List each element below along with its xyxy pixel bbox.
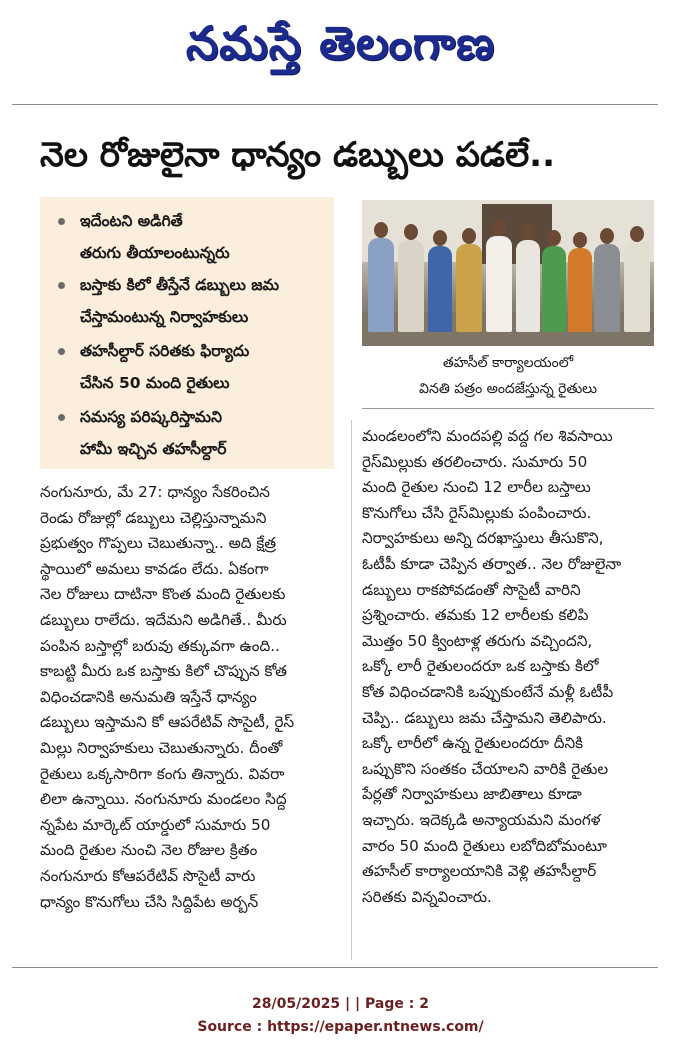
footer-source[interactable]: Source : https://epaper.ntnews.com/ — [197, 1019, 484, 1035]
highlight-item — [58, 269, 330, 333]
photo-person — [456, 244, 482, 332]
body-line: తహసీల్ కార్యాలయానికి వెళ్లి తహసీల్దార్ — [362, 862, 597, 881]
highlight-line: హామీ ఇచ్చిన తహసీల్దార్ — [80, 440, 227, 458]
photo-person-head — [521, 224, 535, 240]
bottom-divider — [12, 967, 658, 968]
body-line: ప్రభుత్వం గొప్పలు చెబుతున్నా.. అది క్షేత్ర — [40, 534, 277, 553]
body-line: మొత్తం 50 క్వింటాళ్ల తరుగు వచ్చిందని, — [362, 631, 593, 650]
photo-person — [368, 238, 394, 332]
body-line: నిర్వాహకులు అన్ని దరఖాస్తులు తీసుకొని, — [362, 529, 604, 548]
body-line: కోత విధించడానికి ఒప్పుకుంటేనే మళ్లీ ఓటీపీ — [362, 682, 614, 701]
body-line: మంది రైతుల నుంచి 12 లారీల బస్తాలు — [362, 478, 591, 497]
body-line: ఒప్పుకొని సంతకం చేయాలని వారికి రైతుల — [362, 759, 609, 778]
article-body-left — [40, 480, 342, 915]
highlight-line: ఇదేంటని అడిగితే — [80, 212, 183, 230]
article-body-right — [362, 424, 654, 910]
caption-line: వినతి పత్రం అందజేస్తున్న రైతులు — [419, 381, 597, 397]
highlight-item — [58, 335, 330, 399]
newspaper-masthead: నమస్తే తెలంగాణ — [185, 16, 496, 70]
photo-person — [428, 246, 452, 332]
photo-person — [568, 248, 592, 332]
body-line: రైస్‌మిల్లుకు తరలించారు. సుమారు 50 — [362, 452, 588, 471]
body-line: ఒక్కో లారీ రైతులందరూ ఒక బస్తాకు కిలో — [362, 657, 599, 676]
highlight-line: తరుగు తీయాలంటున్నరు — [80, 244, 230, 262]
highlights-box — [40, 197, 334, 469]
body-line: రెండు రోజుల్లో డబ్బులు చెల్లిస్తున్నామని — [40, 508, 267, 527]
photo-person — [624, 242, 650, 332]
body-line: మంది రైతుల నుంచి నెల రోజుల క్రితం — [40, 841, 258, 860]
bullet-icon — [58, 218, 65, 225]
body-line: ఓటీపీ కూడా చెప్పిన తర్వాత.. నెల రోజులైనా — [362, 554, 622, 573]
body-line: ఒక్కో లారీలో ఉన్న రైతులందరూ దీనికి — [362, 734, 584, 753]
highlight-line: బస్తాకు కిలో తీస్తేనే డబ్బులు జమ — [80, 276, 279, 294]
highlight-line: చేస్తామంటున్న నిర్వాహకులు — [80, 308, 249, 326]
body-line: డబ్బులు రాకపోవడంతో సొసైటీ వారిని — [362, 580, 581, 599]
photo-person-head — [374, 222, 388, 238]
photo-person-head — [433, 230, 447, 246]
photo-person-head — [404, 224, 418, 240]
footer-date-page: 28/05/2025 | | Page : 2 — [252, 996, 429, 1012]
highlight-line: తహసీల్దార్ సరితకు ఫిర్యాదు — [80, 342, 250, 360]
bullet-icon — [58, 414, 65, 421]
photo-person-head — [462, 228, 476, 244]
body-line: ప్రశ్నించారు. తమకు 12 లారీలకు కలిపి — [362, 606, 589, 625]
body-line: వారం 50 మంది రైతులు లబోదిబోమంటూ — [362, 836, 607, 855]
photo-person — [516, 240, 540, 332]
body-line: విధించడానికి అనుమతి ఇస్తేనే ధాన్యం — [40, 687, 257, 706]
body-line: సరితకు విన్నవించారు. — [362, 887, 492, 906]
highlight-line: సమస్య పరిష్కరిస్తామని — [80, 408, 222, 426]
highlight-item — [58, 205, 330, 269]
highlight-line: చేసిన 50 మంది రైతులు — [80, 374, 230, 392]
body-line: న్నపేట మార్కెట్ యార్డులో సుమారు 50 — [40, 815, 271, 834]
body-line: డబ్బులు రాలేదు. ఇదేమని అడిగితే.. మీరు — [40, 610, 287, 629]
bullet-icon — [58, 348, 65, 355]
highlight-item — [58, 401, 330, 465]
caption-divider — [362, 408, 654, 409]
bullet-icon — [58, 282, 65, 289]
body-line: నంగునూరు కోఆపరేటివ్ సొసైటీ వారు — [40, 866, 256, 885]
photo-person — [594, 244, 620, 332]
body-line: ఇచ్చారు. ఇదెక్కడి అన్యాయమని మంగళ — [362, 810, 601, 829]
photo-person — [398, 240, 424, 332]
body-line: మిల్లు నిర్వాహకులు చెబుతున్నారు. దీంతో — [40, 738, 283, 757]
news-photo — [362, 200, 654, 346]
body-line: నంగునూరు, మే 27: ధాన్యం సేకరించిన — [40, 483, 270, 501]
body-line: కాబట్టి మీరు ఒక బస్తాకు కిలో చొప్పున కోత — [40, 662, 287, 681]
body-line: పేర్లతో నిర్వాహకులు జాబితాలు కూడా — [362, 785, 582, 804]
photo-person-head — [573, 232, 587, 248]
photo-person — [486, 236, 512, 332]
body-line: పంపిన బస్తాల్లో బరువు తక్కువగా ఉంది.. — [40, 636, 280, 655]
body-line: లిలా ఉన్నాయి. నంగునూరు మండలం సిద్ద — [40, 790, 287, 809]
body-line: మండలంలోని మందపల్లి వద్ద గల శివసాయి — [362, 427, 613, 445]
body-line: డబ్బులు ఇస్తామని కో ఆపరేటివ్ సొసైటీ, రైస్ — [40, 713, 295, 732]
body-line: చెప్పి.. డబ్బులు జమ చేస్తామని తెలిపారు. — [362, 708, 607, 727]
caption-line: తహసీల్ కార్యాలయంలో — [442, 355, 574, 371]
body-line: స్థాయిలో అమలు కావడం లేదు. ఏకంగా — [40, 559, 269, 578]
photo-person-head — [600, 228, 614, 244]
article-headline: నెల రోజులైనా ధాన్యం డబ్బులు పడలే.. — [40, 135, 556, 175]
photo-person-head — [492, 220, 506, 236]
body-line: ధాన్యం కొనుగోలు చేసి సిద్దిపేట అర్బన్ — [40, 892, 259, 911]
body-line: రైతులు ఒక్కసారిగా కంగు తిన్నారు. వివరా — [40, 764, 285, 783]
column-divider — [351, 420, 352, 960]
photo-caption — [362, 350, 654, 402]
photo-person-head — [547, 230, 561, 246]
body-line: కొనుగోలు చేసి రైస్‌మిల్లుకు పంపించారు. — [362, 503, 592, 522]
photo-person-head — [630, 226, 644, 242]
body-line: నెల రోజులు దాటినా కొంత మంది రైతులకు — [40, 585, 286, 604]
photo-person — [542, 246, 566, 332]
top-divider — [12, 104, 658, 105]
